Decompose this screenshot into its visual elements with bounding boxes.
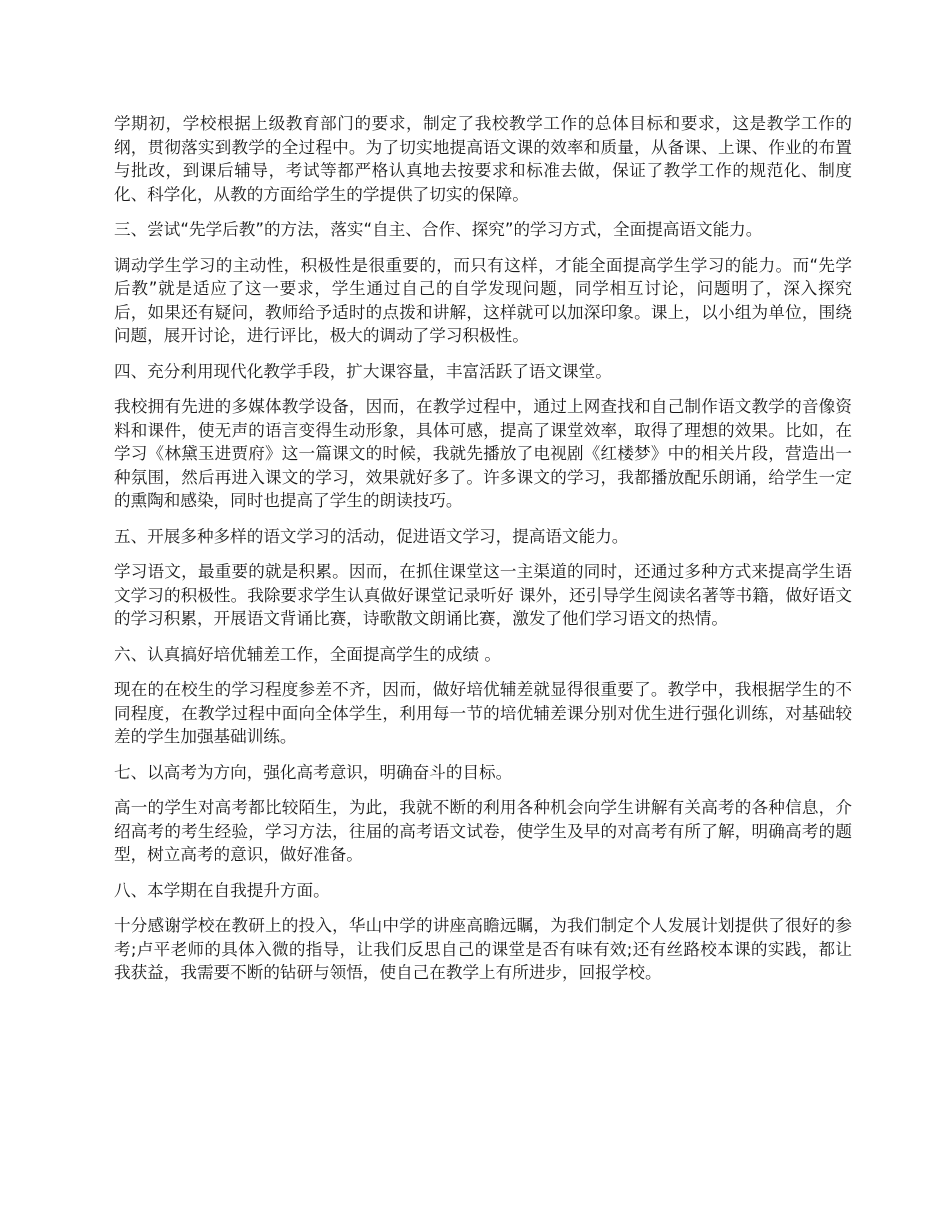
paragraph-intro: 学期初，学校根据上级教育部门的要求，制定了我校教学工作的总体目标和要求，这是教学工作的纲，贯彻落实到教学的全过程中。为了切实地提高语文课的效率和质量，从备课、上课、作业的布置与批改，到课后辅导，考试等都严格认真地去按要求和标准去做，保证了教学工作的规范化、制度化、科学化，从教的方面给学生的学提供了切实的保障。 [114,114,852,204]
section-heading-3: 三、尝试“先学后教”的方法，落实“自主、合作、探究”的学习方式，全面提高语文能力。 [114,220,763,239]
paragraph-section-3: 调动学生学习的主动性，积极性是很重要的，而只有这样，才能全面提高学生学习的能力。而“先学后教”就是适应了这一要求，学生通过自己的自学发现问题，同学相互讨论，问题明了，深入探究后，如果还有疑问，教师给予适时的点拨和讲解，这样就可以加深印象。课上，以小组为单位，围绕问题，展开讨论，进行评比，极大的调动了学习积极性。 [114,255,852,345]
paragraph-section-7: 高一的学生对高考都比较陌生，为此，我就不断的利用各种机会向学生讲解有关高考的各种信息，介绍高考的考生经验，学习方法，往届的高考语文试卷，使学生及早的对高考有所了解，明确高考的题型，树立高考的意识，做好准备。 [114,798,852,864]
paragraph-section-4: 我校拥有先进的多媒体教学设备，因而，在教学过程中，通过上网查找和自己制作语文教学的音像资料和课件，使无声的语言变得生动形象，具体可感，提高了课堂效率，取得了理想的效果。比如，在学习《林黛玉进贾府》这一篇课文的时候，我就先播放了电视剧《红楼梦》中的相关片段，营造出一种氛围，然后再进入课文的学习，效果就好多了。许多课文的学习，我都播放配乐朗诵，给学生一定的熏陶和感染，同时也提高了学生的朗读技巧。 [114,397,852,510]
paragraph-section-6: 现在的在校生的学习程度参差不齐，因而，做好培优辅差就显得很重要了。教学中，我根据学生的不同程度，在教学过程中面向全体学生，利用每一节的培优辅差课分别对优生进行强化训练，对基础较差的学生加强基础训练。 [114,680,852,746]
section-heading-8: 八、本学期在自我提升方面。 [114,880,330,900]
section-heading-7: 七、以高考为方向，强化高考意识，明确奋斗的目标。 [114,762,513,782]
section-heading-5: 五、开展多种多样的语文学习的活动，促进语文学习，提高语文能力。 [114,526,629,546]
document-body [114,112,852,997]
paragraph-section-5: 学习语文，最重要的就是积累。因而，在抓住课堂这一主渠道的同时，还通过多种方式来提高学生语文学习的积极性。我除要求学生认真做好课堂记录听好 课外，还引导学生阅读名著等书籍，做好语文的学习积累，开展语文背诵比赛，诗歌散文朗诵比赛，激发了他们学习语文的热情。 [114,562,852,628]
paragraph-section-8: 十分感谢学校在教研上的投入，华山中学的讲座高瞻远瞩，为我们制定个人发展计划提供了很好的参考;卢平老师的具体入微的指导，让我们反思自己的课堂是否有味有效;还有丝路校本课的实践，都让我获益，我需要不断的钻研与领悟，使自己在教学上有所进步，回报学校。 [114,916,852,982]
section-heading-6: 六、认真搞好培优辅差工作，全面提高学生的成绩 。 [114,644,501,664]
section-heading-4: 四、充分利用现代化教学手段，扩大课容量，丰富活跃了语文课堂。 [114,361,612,381]
